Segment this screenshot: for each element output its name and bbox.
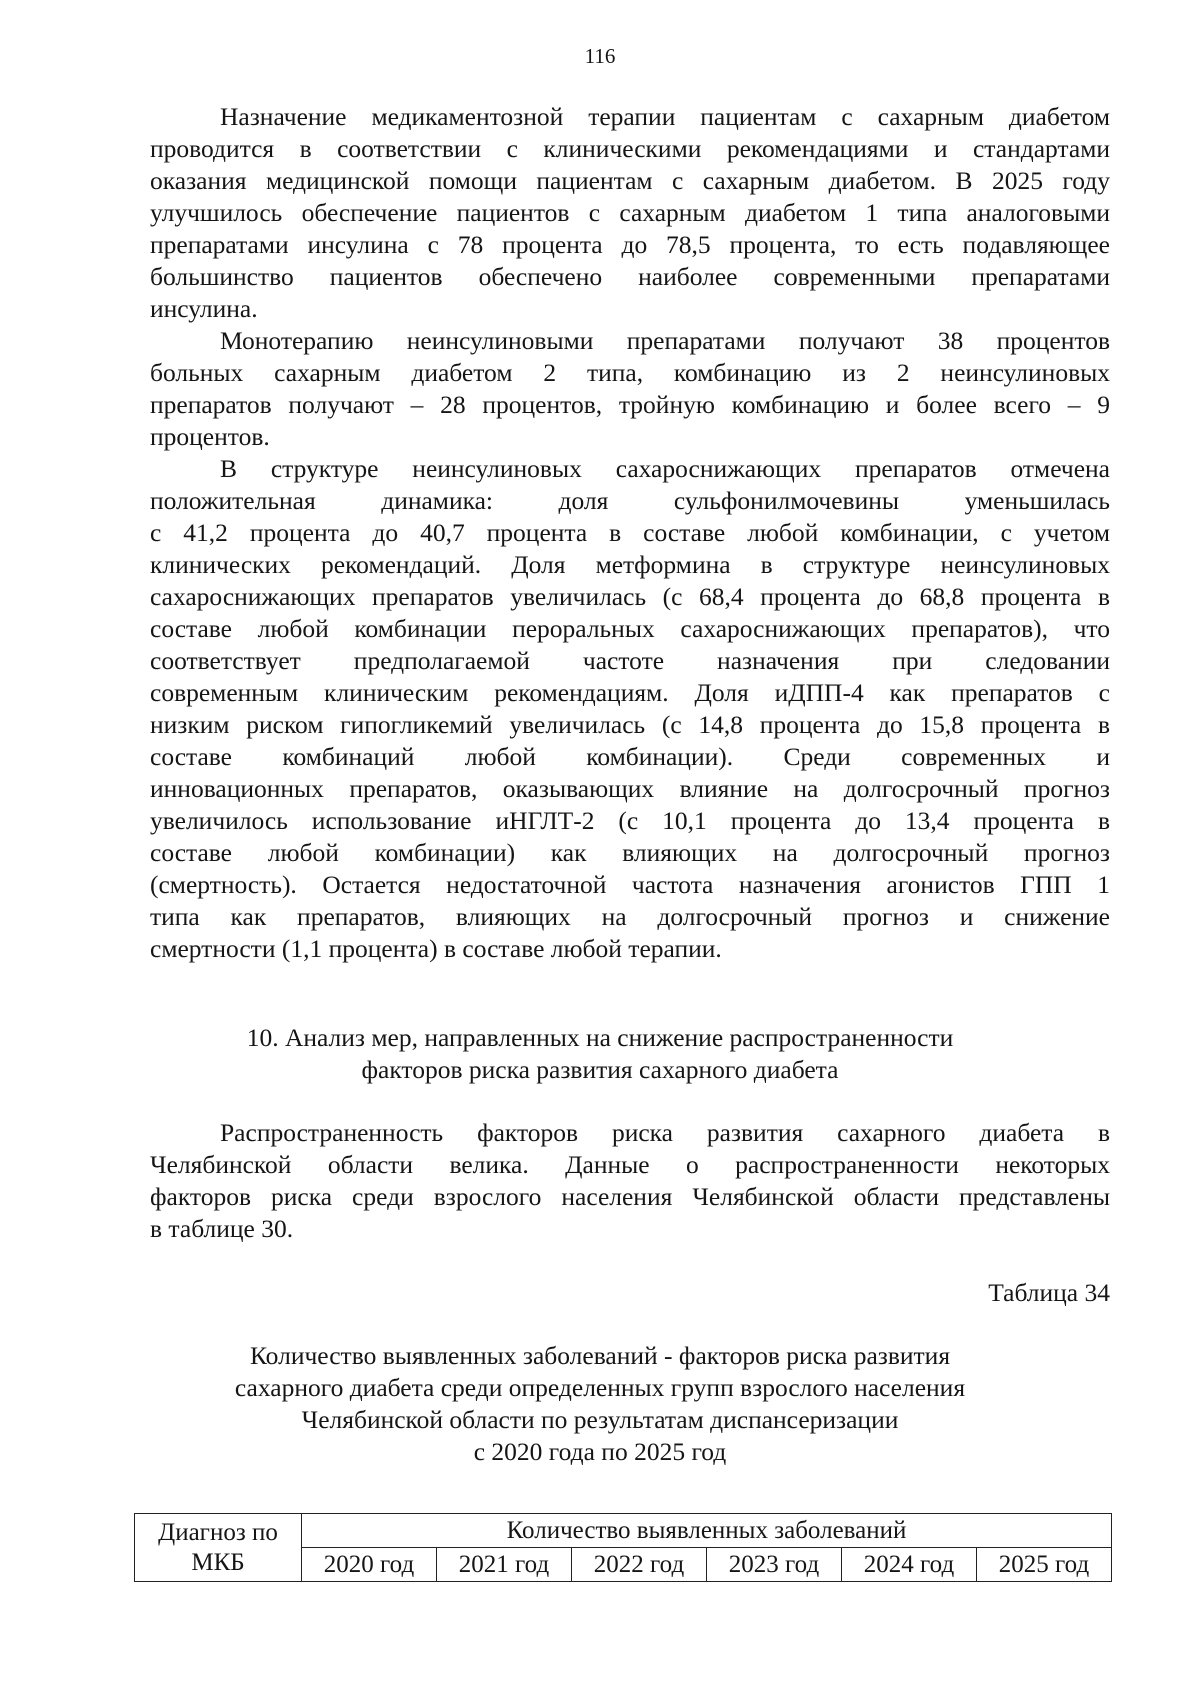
text-line: препаратами инсулина с 78 процента до 78,5 процента, то есть подавляющее (150, 230, 1110, 259)
table-title-line: Количество выявленных заболеваний - факторов риска развития (249, 1341, 951, 1370)
text-line: Челябинской области велика. Данные о распространенности некоторых (150, 1150, 1110, 1179)
year-header-cell: 2020 год (302, 1548, 437, 1582)
paragraph-drug-therapy (150, 101, 1110, 325)
text-line: В структуре неинсулиновых сахароснижающих препаратов отмечена (220, 454, 1110, 483)
text-line: соответствует предполагаемой частоте назначения при следовании (150, 646, 1110, 675)
text-line: улучшилось обеспечение пациентов с сахарным диабетом 1 типа аналоговыми (150, 198, 1110, 227)
table-title-line: с 2020 года по 2025 год (473, 1437, 727, 1466)
text-line: Назначение медикаментозной терапии пациентам с сахарным диабетом (220, 102, 1110, 131)
table-label: Таблица 34 (988, 1278, 1110, 1307)
text-line: положительная динамика: доля сульфонилмочевины уменьшилась (150, 486, 1110, 515)
year-header-cell: 2024 год (842, 1548, 977, 1582)
table-title-line: сахарного диабета среди определенных групп взрослого населения (234, 1373, 966, 1402)
text-line: типа как препаратов, влияющих на долгосрочный прогноз и снижение (150, 902, 1110, 931)
text-line: в таблице 30. (150, 1214, 294, 1243)
text-line: низким риском гипогликемий увеличилась (с 14,8 процента до 15,8 процента в (150, 710, 1110, 739)
text-line: препаратов получают – 28 процентов, тройную комбинацию и более всего – 9 (150, 390, 1110, 419)
text-line: факторов риска среди взрослого населения Челябинской области представлены (150, 1182, 1110, 1211)
paragraph-drug-structure (150, 453, 1110, 965)
paragraph-risk-factors (150, 1117, 1110, 1245)
text-line: современным клиническим рекомендациям. Доля иДПП-4 как препаратов с (150, 678, 1110, 707)
text-line: сахароснижающих препаратов увеличилась (с 68,4 процента до 68,8 процента в (150, 582, 1110, 611)
section-heading-line: 10. Анализ мер, направленных на снижение распространенности (246, 1023, 954, 1052)
diagnosis-header-cell (135, 1514, 302, 1582)
text-line: оказания медицинской помощи пациентам с сахарным диабетом. В 2025 году (150, 166, 1110, 195)
text-line: Монотерапию неинсулиновыми препаратами получают 38 процентов (220, 326, 1110, 355)
page-number: 116 (584, 44, 616, 68)
text-line: увеличилось использование иНГЛТ-2 (с 10,1 процента до 13,4 процента в (150, 806, 1110, 835)
year-header-cell: 2022 год (572, 1548, 707, 1582)
text-line: больных сахарным диабетом 2 типа, комбинацию из 2 неинсулиновых (150, 358, 1110, 387)
year-header-cell: 2025 год (977, 1548, 1112, 1582)
text-line: (смертность). Остается недостаточной частота назначения агонистов ГПП 1 (150, 870, 1110, 899)
text-line: большинство пациентов обеспечено наиболее современными препаратами (150, 262, 1110, 291)
table-header-row (135, 1514, 1112, 1548)
diagnosis-header-line2: МКБ (191, 1548, 245, 1576)
text-line: проводится в соответствии с клиническими рекомендациями и стандартами (150, 134, 1110, 163)
text-line: составе любой комбинации) как влияющих на долгосрочный прогноз (150, 838, 1110, 867)
text-line: смертности (1,1 процента) в составе любой терапии. (150, 934, 722, 963)
text-line: составе комбинаций любой комбинации). Среди современных и (150, 742, 1110, 771)
year-header-cell: 2021 год (437, 1548, 572, 1582)
text-line: Распространенность факторов риска развития сахарного диабета в (220, 1118, 1110, 1147)
risk-factors-table (134, 1513, 1112, 1582)
paragraph-monotherapy (150, 325, 1110, 453)
text-line: составе любой комбинации пероральных сахароснижающих препаратов), что (150, 614, 1110, 643)
text-line: клинических рекомендаций. Доля метформина в структуре неинсулиновых (150, 550, 1110, 579)
text-line: с 41,2 процента до 40,7 процента в составе любой комбинации, с учетом (150, 518, 1110, 547)
year-header-cell: 2023 год (707, 1548, 842, 1582)
diagnosis-header-line1: Диагноз по (158, 1518, 278, 1546)
text-line: процентов. (150, 422, 270, 451)
text-line: инсулина. (150, 294, 258, 323)
section-heading-line: факторов риска развития сахарного диабета (361, 1055, 839, 1084)
count-header-cell: Количество выявленных заболеваний (302, 1514, 1112, 1548)
text-line: инновационных препаратов, оказывающих влияние на долгосрочный прогноз (150, 774, 1110, 803)
table-title-line: Челябинской области по результатам диспансеризации (301, 1405, 899, 1434)
